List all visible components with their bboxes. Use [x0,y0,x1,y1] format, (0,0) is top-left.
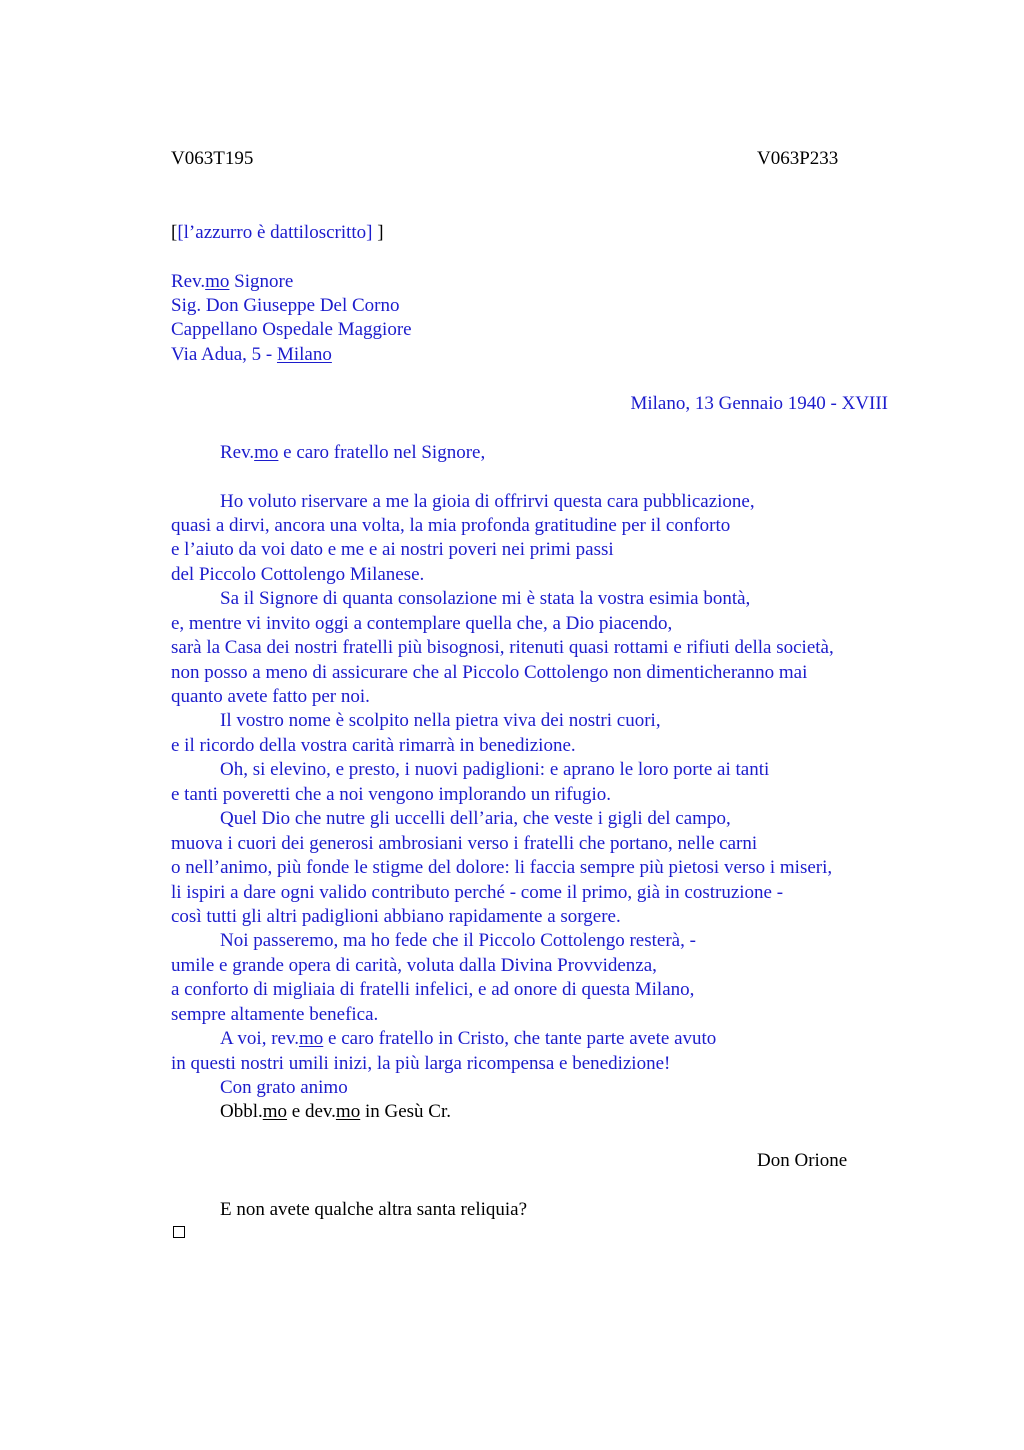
body-line: A voi, rev.mo e caro fratello in Cristo, che tante parte avete avuto [220,1028,717,1049]
document-code-right: V063P233 [757,148,839,169]
body-line: e il ricordo della vostra carità rimarrà in benedizione. [171,735,576,756]
editorial-note: [[l’azzurro è dattiloscritto] ] [171,222,384,243]
body-line: e, mentre vi invito oggi a contemplare quella che, a Dio piacendo, [171,613,673,634]
body-line: e tanti poveretti che a noi vengono implorando un rifugio. [171,784,612,805]
empty-box-glyph [173,1226,185,1238]
signature: Don Orione [757,1150,848,1171]
address-line-3: Cappellano Ospedale Maggiore [171,319,412,340]
address-line-4: Via Adua, 5 - Milano [171,344,332,365]
salutation: Rev.mo e caro fratello nel Signore, [220,442,486,463]
body-line: a conforto di migliaia di fratelli infelici, e ad onore di questa Milano, [171,979,695,1000]
body-line: Oh, si elevino, e presto, i nuovi padiglioni: e aprano le loro porte ai tanti [220,759,770,780]
body-line: Quel Dio che nutre gli uccelli dell’aria, che veste i gigli del campo, [220,808,731,829]
body-line: o nell’animo, più fonde le stigme del dolore: li faccia sempre più pietosi verso i miseri, [171,857,833,878]
body-line: non posso a meno di assicurare che al Piccolo Cottolengo non dimenticheranno mai [171,662,808,683]
body-line: e l’aiuto da voi dato e me e ai nostri poveri nei primi passi [171,539,614,560]
letter-date: Milano, 13 Gennaio 1940 - XVIII [630,393,888,414]
body-line: del Piccolo Cottolengo Milanese. [171,564,425,585]
body-line: quasi a dirvi, ancora una volta, la mia profonda gratitudine per il conforto [171,515,731,536]
body-line: così tutti gli altri padiglioni abbiano rapidamente a sorgere. [171,906,621,927]
postscript: E non avete qualche altra santa reliquia? [220,1199,528,1220]
address-line-2: Sig. Don Giuseppe Del Corno [171,295,400,316]
body-line: Ho voluto riservare a me la gioia di offrirvi questa cara pubblicazione, [220,491,755,512]
document-code-left: V063T195 [171,148,254,169]
closing-line-1: Con grato animo [220,1077,348,1098]
body-line: li ispiri a dare ogni valido contributo perché - come il primo, già in costruzione - [171,882,784,903]
address-line-1: Rev.mo Signore [171,271,294,292]
body-line: in questi nostri umili inizi, la più larga ricompensa e benedizione! [171,1053,671,1074]
body-line: muova i cuori dei generosi ambrosiani verso i fratelli che portano, nelle carni [171,833,758,854]
body-line: Noi passeremo, ma ho fede che il Piccolo Cottolengo resterà, - [220,930,696,951]
body-line: Il vostro nome è scolpito nella pietra viva dei nostri cuori, [220,710,661,731]
body-line: Sa il Signore di quanta consolazione mi è stata la vostra esimia bontà, [220,588,751,609]
editorial-note-text: [l’azzurro è dattiloscritto] [177,222,373,243]
body-line: umile e grande opera di carità, voluta dalla Divina Provvidenza, [171,955,657,976]
body-line: sarà la Casa dei nostri fratelli più bisognosi, ritenuti quasi rottami e rifiuti della società, [171,637,834,658]
closing-line-2: Obbl.mo e dev.mo in Gesù Cr. [220,1101,451,1122]
body-line: sempre altamente benefica. [171,1004,379,1025]
body-line: quanto avete fatto per noi. [171,686,370,707]
